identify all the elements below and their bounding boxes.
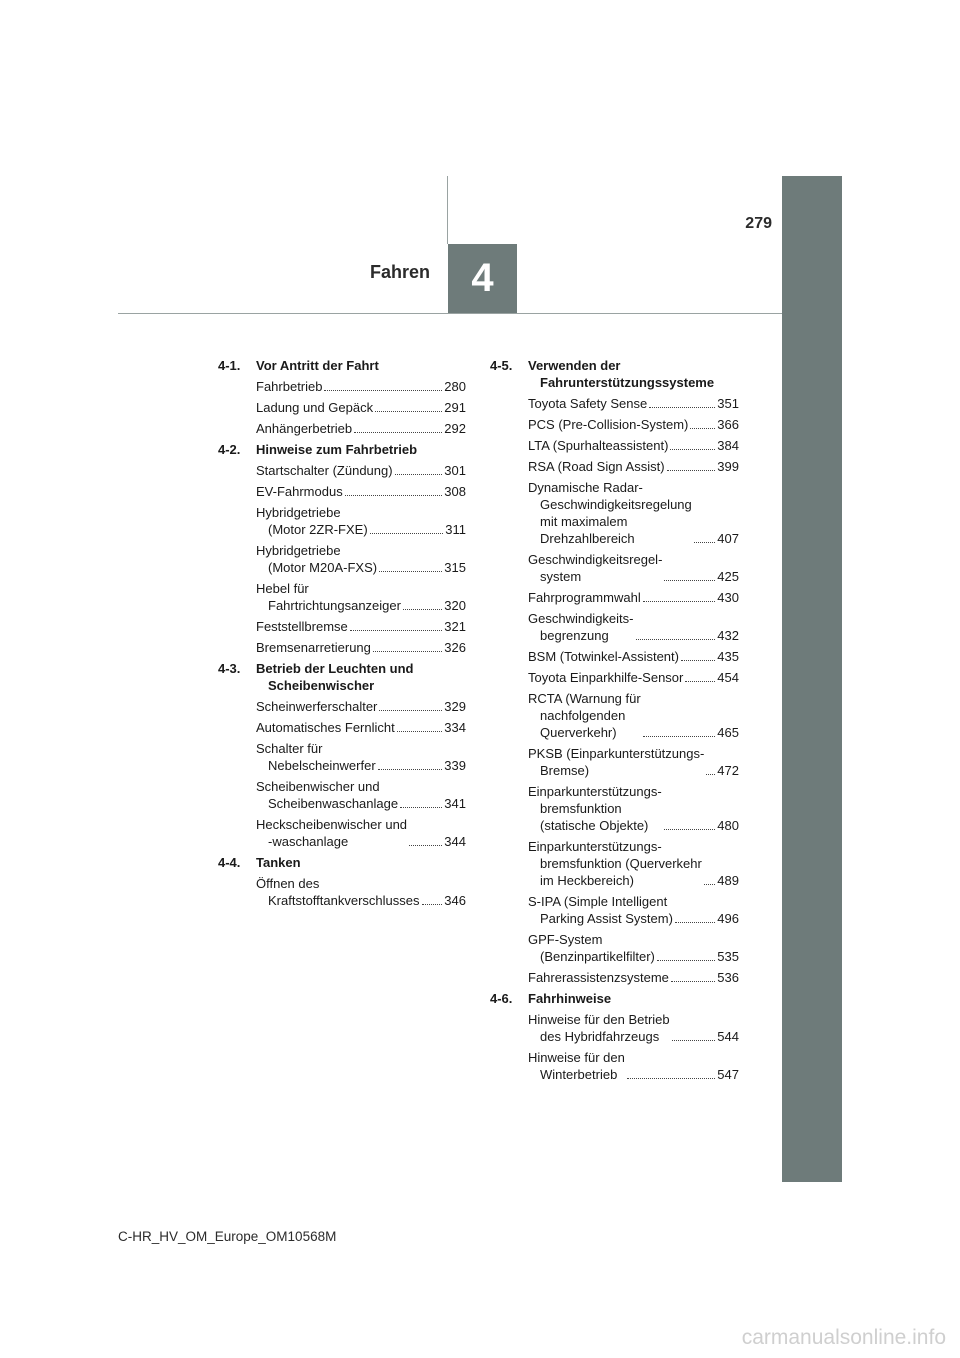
dot-leader [685, 681, 715, 682]
entry-page: 465 [717, 725, 739, 740]
dot-leader [670, 449, 715, 450]
chapter-title: Fahren [369, 262, 430, 282]
dot-leader [395, 474, 443, 475]
entry-label: EV-Fahrmodus [256, 484, 343, 499]
entry-text [528, 1011, 717, 1045]
entry-text [528, 610, 717, 644]
entry-label: Hinweise für den Winterbetrieb [528, 1050, 625, 1082]
dot-leader [667, 470, 716, 471]
toc-entry[interactable] [528, 783, 739, 834]
section-title: Hinweise zum Fahrbetrieb [256, 442, 418, 457]
dot-leader [627, 1078, 715, 1079]
entry-page: 425 [717, 569, 739, 584]
toc-entry[interactable] [528, 589, 739, 606]
toc-entry[interactable] [256, 778, 466, 812]
entry-page: 535 [717, 949, 739, 964]
section-number: 4-4. [218, 855, 241, 870]
toc-column-right [490, 357, 739, 1087]
dot-leader [378, 769, 443, 770]
section-heading [218, 854, 466, 871]
dot-leader [345, 495, 443, 496]
entry-label: Schalter für Nebelscheinwerfer [256, 741, 376, 773]
entry-text [528, 648, 717, 665]
entry-page: 291 [444, 400, 466, 415]
entry-label: Hybridgetriebe (Motor M20A-FXS) [256, 543, 378, 575]
section-number: 4-3. [218, 661, 241, 676]
entry-text [528, 969, 717, 986]
entry-page: 315 [444, 560, 466, 575]
toc-section [218, 357, 466, 437]
toc-entry[interactable] [256, 399, 466, 416]
entry-page: 280 [444, 379, 466, 394]
entry-label: Heckscheibenwischer und -waschanlage [256, 817, 408, 849]
entry-page: 321 [444, 619, 466, 634]
entry-text [256, 875, 444, 909]
entry-label: Hybridgetriebe (Motor 2ZR-FXE) [256, 505, 368, 537]
section-heading [218, 357, 466, 374]
section-title: Verwenden der Fahrunterstützungssysteme [528, 358, 715, 390]
entry-label: RCTA (Warnung für nachfolgenden Querverkehr) [528, 691, 641, 740]
entry-label: Startschalter (Zündung) [256, 463, 393, 478]
dot-leader [375, 411, 442, 412]
dot-leader [422, 904, 443, 905]
section-number: 4-2. [218, 442, 241, 457]
toc-entry[interactable] [528, 479, 739, 547]
entry-text [256, 542, 444, 576]
dot-leader [657, 960, 715, 961]
entry-page: 489 [717, 873, 739, 888]
footer-doc-id: C-HR_HV_OM_Europe_OM10568M [118, 1229, 337, 1244]
toc-entry[interactable] [528, 931, 739, 965]
toc-entry[interactable] [256, 639, 466, 656]
dot-leader [403, 609, 442, 610]
entry-label: Hinweise für den Betrieb des Hybridfahrzeugs [528, 1012, 670, 1044]
entry-label: Dynamische Radar- Geschwindigkeitsregelung mit maximalem Drehzahlbereich [528, 480, 692, 546]
entry-text [528, 479, 717, 547]
toc-entry[interactable] [528, 1049, 739, 1083]
chapter-side-tab [782, 176, 842, 1182]
section-title: Betrieb der Leuchten und Scheibenwischer [256, 661, 414, 693]
dot-leader [409, 845, 442, 846]
entry-label: LTA (Spurhalteassistent) [528, 438, 669, 453]
dot-leader [324, 390, 442, 391]
entry-text [528, 437, 717, 454]
toc-entry[interactable] [528, 690, 739, 741]
entry-label: PCS (Pre-Collision-System) [528, 417, 689, 432]
entry-text [528, 783, 717, 834]
dot-leader [681, 660, 715, 661]
dot-leader [675, 922, 715, 923]
entry-text [256, 698, 444, 715]
dot-leader [379, 710, 442, 711]
toc-entry[interactable] [528, 669, 739, 686]
entry-text [528, 458, 717, 475]
entry-label: Fahrprogrammwahl [528, 590, 641, 605]
entry-page: 384 [717, 438, 739, 453]
entry-page: 432 [717, 628, 739, 643]
toc-entry[interactable] [528, 969, 739, 986]
dot-leader [643, 736, 716, 737]
header-vertical-rule [447, 176, 448, 244]
entry-text [256, 462, 444, 479]
entry-page: 339 [444, 758, 466, 773]
entry-label: PKSB (Einparkunterstützungs- Bremse) [528, 746, 705, 778]
section-title: Fahrhinweise [528, 991, 612, 1006]
entry-label: Fahrbetrieb [256, 379, 323, 394]
entry-label: Automatisches Fernlicht [256, 720, 395, 735]
entry-text [528, 551, 717, 585]
entry-page: 547 [717, 1067, 739, 1082]
section-heading [490, 990, 739, 1007]
toc-entry[interactable] [528, 893, 739, 927]
entry-page: 311 [445, 522, 466, 537]
toc-entry[interactable] [256, 483, 466, 500]
toc-section [218, 441, 466, 656]
dot-leader [397, 731, 443, 732]
section-heading [490, 357, 739, 391]
entry-page: 346 [444, 893, 466, 908]
toc-entry[interactable] [256, 378, 466, 395]
section-heading [218, 441, 466, 458]
entry-page: 326 [444, 640, 466, 655]
toc-column-left [218, 357, 466, 913]
toc-entry[interactable] [256, 462, 466, 479]
entry-label: Anhängerbetrieb [256, 421, 353, 436]
entry-page: 472 [717, 763, 739, 778]
entry-page: 351 [717, 396, 739, 411]
entry-page: 366 [717, 417, 739, 432]
watermark: carmanualsonline.info [741, 1326, 946, 1349]
entry-text [256, 639, 444, 656]
entry-label: Geschwindigkeits- begrenzung [528, 611, 634, 643]
section-number: 4-1. [218, 358, 241, 373]
chapter-number-box: 4 [448, 244, 517, 313]
entry-page: 341 [444, 796, 466, 811]
toc-entry[interactable] [256, 698, 466, 715]
entry-page: 544 [717, 1029, 739, 1044]
entry-page: 430 [717, 590, 739, 605]
dot-leader [643, 601, 716, 602]
page-number: 279 [745, 215, 772, 232]
entry-label: Einparkunterstützungs- bremsfunktion (Querverkehr im Heckbereich) [528, 839, 702, 888]
entry-page: 399 [717, 459, 739, 474]
entry-page: 454 [717, 670, 739, 685]
entry-page: 344 [444, 834, 466, 849]
toc-entry[interactable] [528, 838, 739, 889]
header-horizontal-rule [118, 313, 782, 314]
toc-entry[interactable] [528, 610, 739, 644]
toc-entry[interactable] [528, 395, 739, 412]
toc-entry[interactable] [528, 458, 739, 475]
entry-text [256, 420, 444, 437]
toc-entry[interactable] [528, 648, 739, 665]
dot-leader [671, 981, 715, 982]
entry-label: Öffnen des Kraftstofftankverschlusses [256, 876, 420, 908]
entry-text [256, 816, 444, 850]
entry-text [256, 778, 444, 812]
dot-leader [664, 829, 716, 830]
dot-leader [690, 428, 715, 429]
entry-page: 301 [444, 463, 466, 478]
dot-leader [704, 884, 715, 885]
dot-leader [694, 542, 716, 543]
entry-text [528, 931, 717, 965]
entry-label: Toyota Safety Sense [528, 396, 648, 411]
toc-entry[interactable] [528, 416, 739, 433]
toc-entry[interactable] [256, 618, 466, 635]
entry-page: 435 [717, 649, 739, 664]
entry-text [528, 893, 717, 927]
entry-page: 496 [717, 911, 739, 926]
toc-entry[interactable] [256, 504, 466, 538]
entry-label: Geschwindigkeitsregel- system [528, 552, 663, 584]
toc-section [218, 660, 466, 850]
toc-entry[interactable] [256, 740, 466, 774]
entry-text [528, 690, 717, 741]
entry-text [256, 740, 444, 774]
dot-leader [649, 407, 715, 408]
entry-label: BSM (Totwinkel-Assistent) [528, 649, 679, 664]
entry-text [256, 378, 444, 395]
entry-text [256, 719, 444, 736]
entry-page: 407 [717, 531, 739, 546]
dot-leader [400, 807, 442, 808]
entry-page: 334 [444, 720, 466, 735]
entry-page: 536 [717, 970, 739, 985]
entry-label: S-IPA (Simple Intelligent Parking Assist System) [528, 894, 673, 926]
toc-entry[interactable] [528, 1011, 739, 1045]
toc-entry[interactable] [256, 580, 466, 614]
entry-label: Scheinwerferschalter [256, 699, 378, 714]
entry-text [528, 669, 717, 686]
entry-text [528, 838, 717, 889]
entry-label: GPF-System (Benzinpartikelfilter) [528, 932, 655, 964]
section-heading [218, 660, 466, 694]
dot-leader [370, 533, 444, 534]
entry-page: 329 [444, 699, 466, 714]
section-title: Vor Antritt der Fahrt [256, 358, 379, 373]
entry-text [528, 395, 717, 412]
section-number: 4-5. [490, 358, 513, 373]
entry-text [256, 483, 444, 500]
entry-text [256, 580, 444, 614]
entry-page: 320 [444, 598, 466, 613]
entry-label: Toyota Einparkhilfe-Sensor [528, 670, 684, 685]
toc-section [490, 357, 739, 986]
toc-entry[interactable] [256, 719, 466, 736]
entry-text [528, 589, 717, 606]
entry-page: 308 [444, 484, 466, 499]
toc-entry[interactable] [528, 437, 739, 454]
toc-entry[interactable] [256, 542, 466, 576]
dot-leader [672, 1040, 716, 1041]
entry-label: Feststellbremse [256, 619, 348, 634]
dot-leader [350, 630, 443, 631]
entry-label: Fahrerassistenzsysteme [528, 970, 669, 985]
toc-entry[interactable] [528, 551, 739, 585]
entry-label: Bremsenarretierung [256, 640, 371, 655]
entry-label: Scheibenwischer und Scheibenwaschanlage [256, 779, 399, 811]
toc-entry[interactable] [256, 420, 466, 437]
dot-leader [664, 580, 715, 581]
entry-text [256, 504, 445, 538]
entry-label: RSA (Road Sign Assist) [528, 459, 665, 474]
entry-label: Ladung und Gepäck [256, 400, 374, 415]
dot-leader [373, 651, 442, 652]
entry-text [528, 1049, 717, 1083]
entry-text [528, 745, 717, 779]
dot-leader [354, 432, 442, 433]
toc-entry[interactable] [256, 816, 466, 850]
entry-page: 480 [717, 818, 739, 833]
section-number: 4-6. [490, 991, 513, 1006]
dot-leader [379, 571, 442, 572]
toc-section [490, 990, 739, 1083]
entry-text [256, 399, 444, 416]
entry-text [256, 618, 444, 635]
dot-leader [706, 774, 715, 775]
entry-label: Einparkunterstützungs- bremsfunktion (statische Objekte) [528, 784, 662, 833]
toc-entry[interactable] [256, 875, 466, 909]
entry-page: 292 [444, 421, 466, 436]
dot-leader [636, 639, 716, 640]
toc-section [218, 854, 466, 909]
entry-label: Hebel für Fahrtrichtungsanzeiger [256, 581, 401, 613]
toc-entry[interactable] [528, 745, 739, 779]
entry-text [528, 416, 717, 433]
section-title: Tanken [256, 855, 301, 870]
